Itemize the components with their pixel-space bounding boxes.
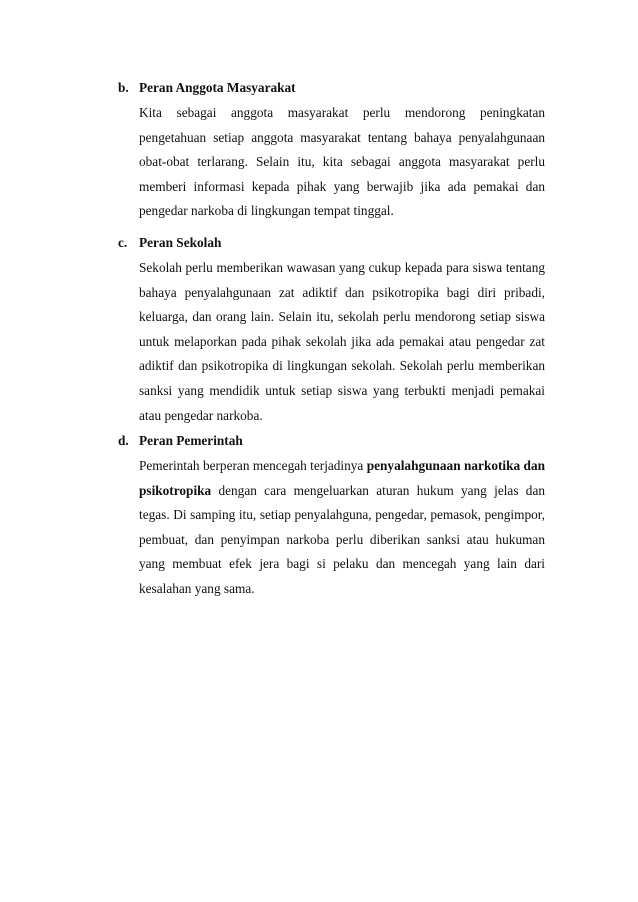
section-letter: c. — [118, 235, 128, 250]
paragraph-text: Pemerintah berperan mencegah terjadinya — [139, 458, 367, 473]
section-letter: b. — [118, 80, 129, 95]
section-letter: d. — [118, 433, 129, 448]
paragraph-bold-text: penyalahgunaan narkotika dan psikotropika — [139, 458, 545, 498]
section-title: Peran Anggota Masyarakat — [139, 80, 296, 95]
section-peran-pemerintah — [118, 431, 545, 602]
section-title: Peran Sekolah — [139, 235, 222, 250]
section-title: Peran Pemerintah — [139, 433, 243, 448]
section-heading — [118, 233, 545, 252]
paragraph-text: dengan cara mengeluarkan aturan hukum yang jelas dan tegas. Di samping itu, setiap penyalahguna, pengedar, pemasok, pengimpor, pembuat, dan penyimpan narkoba perlu diberikan sanksi atau hukuman yang membuat efek jera bagi si pelaku dan mencegah yang lain dari kesalahan yang sama. — [139, 482, 545, 596]
section-heading — [118, 78, 545, 97]
section-paragraph: Sekolah perlu memberikan wawasan yang cukup kepada para siswa tentang bahaya penyalahgunaan zat adiktif dan psikotropika bagi diri pribadi, keluarga, dan orang lain. Selain itu, sekolah perlu mendorong setiap siswa untuk melaporkan pada pihak sekolah jika ada pemakai atau pengedar zat adiktif dan psikotropika di lingkungan sekolah. Sekolah perlu memberikan sanksi yang mendidik untuk setiap siswa yang terbukti menjadi pemakai atau pengedar narkoba. — [139, 260, 545, 423]
section-peran-sekolah — [118, 233, 545, 428]
section-peran-anggota-masyarakat — [118, 78, 545, 224]
section-paragraph — [139, 454, 545, 602]
section-paragraph: Kita sebagai anggota masyarakat perlu mendorong peningkatan pengetahuan setiap anggota masyarakat tentang bahaya penyalahgunaan obat-obat terlarang. Selain itu, kita sebagai anggota masyarakat perlu memberi informasi kepada pihak yang berwajib jika ada pemakai dan pengedar narkoba di lingkungan tempat tinggal. — [139, 105, 545, 219]
section-heading — [118, 431, 545, 450]
